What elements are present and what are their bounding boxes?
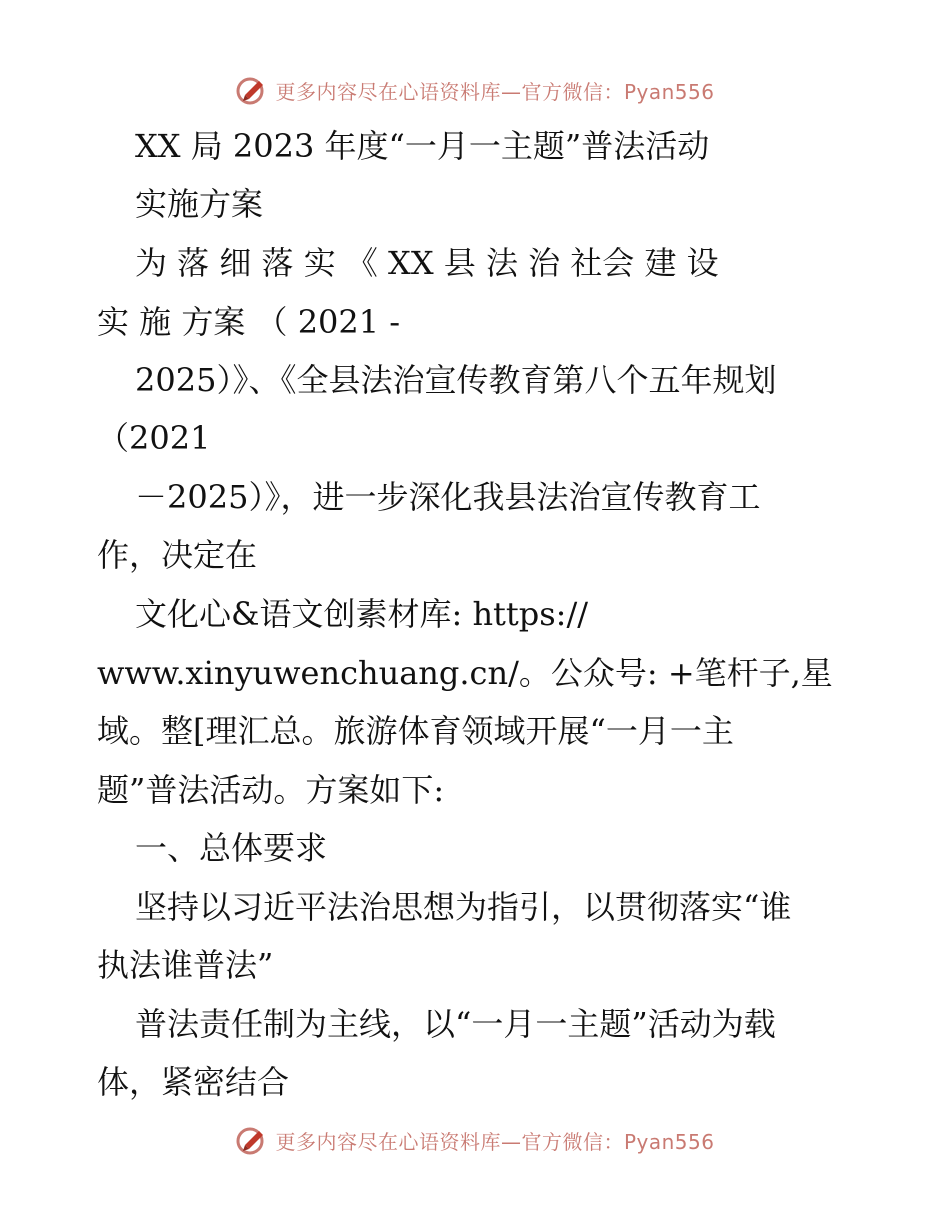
doc-line: 2025）》、《全县法治宣传教育第八个五年规划 bbox=[135, 361, 777, 399]
doc-line: XX 局 2023 年度“一月一主题”普法活动 bbox=[135, 127, 710, 165]
doc-line: 为 落 细 落 实 《 XX 县 法 治 社会 建 设 bbox=[135, 244, 719, 282]
doc-line: 文化心&语文创素材库: https:// bbox=[135, 595, 589, 633]
doc-line: 域。整[理汇总。旅游体育领域开展“一月一主 bbox=[97, 712, 734, 750]
doc-line: 体，紧密结合 bbox=[97, 1063, 290, 1101]
footer-watermark-banner bbox=[0, 1120, 950, 1160]
doc-line: 执法谁普法” bbox=[97, 946, 274, 984]
doc-line: 坚持以习近平法治思想为指引，以贯彻落实“谁 bbox=[135, 888, 792, 926]
doc-line: 实施方案 bbox=[135, 185, 264, 223]
pen-circle-logo-icon bbox=[235, 1123, 269, 1157]
doc-line: －2025）》，进一步深化我县法治宣传教育工 bbox=[135, 478, 761, 516]
pen-circle-logo-icon bbox=[235, 73, 269, 107]
doc-line: 实 施 方案 （ 2021 - bbox=[97, 303, 401, 341]
doc-line: （2021 bbox=[97, 419, 211, 457]
doc-line: 题”普法活动。方案如下: bbox=[97, 771, 445, 809]
doc-line: 作，决定在 bbox=[97, 536, 258, 574]
section-heading: 一、总体要求 bbox=[135, 829, 328, 867]
doc-line: 普法责任制为主线，以“一月一主题”活动为载 bbox=[135, 1005, 776, 1043]
header-watermark-banner bbox=[0, 70, 950, 110]
header-watermark-text: 更多内容尽在心语资料库—官方微信：Pyan556 bbox=[275, 79, 715, 104]
doc-line: www.xinyuwenchuang.cn/。公众号: +笔杆子,星 bbox=[97, 654, 833, 692]
footer-watermark-text: 更多内容尽在心语资料库—官方微信：Pyan556 bbox=[275, 1129, 715, 1154]
